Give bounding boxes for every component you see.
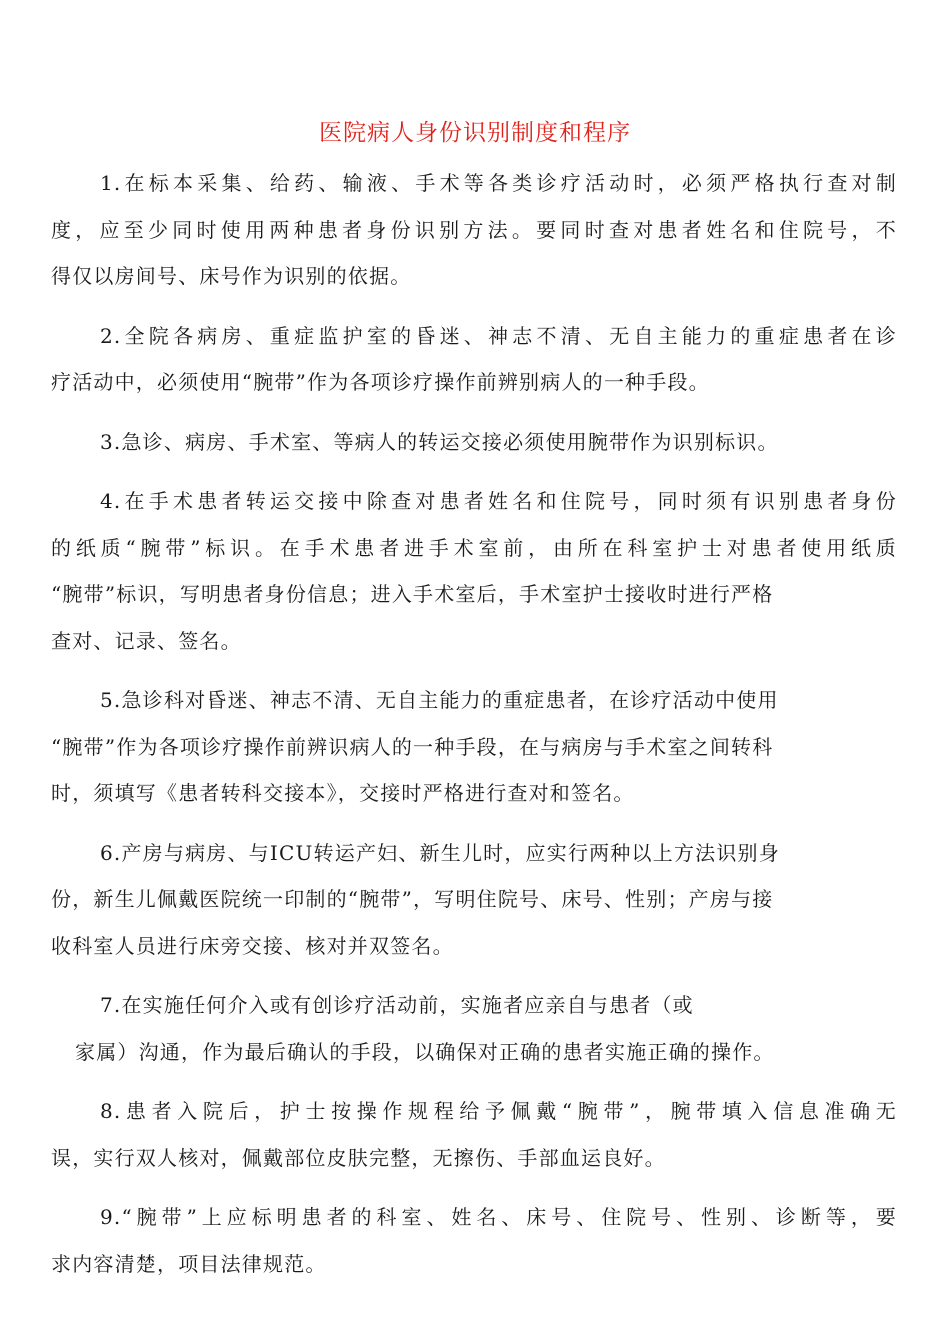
paragraph-6 [51, 830, 897, 970]
paragraph-line: 9.“腕带”上应标明患者的科室、姓名、床号、住院号、性别、诊断等，要 [100, 1205, 897, 1229]
paragraph-1 [51, 160, 897, 300]
paragraph-line: 5.急诊科对昏迷、神志不清、无自主能力的重症患者，在诊疗活动中使用 [100, 688, 779, 712]
paragraph-line: 度，应至少同时使用两种患者身份识别方法。要同时查对患者姓名和住院号，不 [51, 217, 897, 242]
paragraph-line: 误，实行双人核对，佩戴部位皮肤完整，无擦伤、手部血运良好。 [51, 1145, 666, 1170]
paragraph-line: 4.在手术患者转运交接中除查对患者姓名和住院号，同时须有识别患者身份 [100, 489, 897, 513]
paragraph-line: “腕带”作为各项诊疗操作前辨识病人的一种手段，在与病房与手术室之间转科 [51, 734, 774, 759]
paragraph-2 [51, 313, 897, 406]
paragraph-3 [51, 419, 897, 466]
paragraph-line: 时，须填写《患者转科交接本》，交接时严格进行查对和签名。 [51, 781, 635, 805]
paragraph-4 [51, 478, 897, 664]
paragraph-line: 求内容清楚，项目法律规范。 [51, 1251, 327, 1276]
paragraph-line: 2.全院各病房、重症监护室的昏迷、神志不清、无自主能力的重症患者在诊 [100, 323, 897, 348]
paragraph-line: 的纸质“腕带”标识。在手术患者进手术室前，由所在科室护士对患者使用纸质 [51, 535, 897, 560]
paragraph-line: 1.在标本采集、给药、输液、手术等各类诊疗活动时，必须严格执行查对制 [100, 171, 897, 195]
paragraph-5 [51, 677, 897, 817]
document-body [51, 160, 897, 1300]
paragraph-8 [51, 1088, 897, 1181]
paragraph-line: 份，新生儿佩戴医院统一印制的“腕带”，写明住院号、床号、性别；产房与接 [51, 887, 774, 911]
paragraph-line: 得仅以房间号、床号作为识别的依据。 [51, 264, 412, 288]
paragraph-9 [51, 1194, 897, 1287]
paragraph-line: 8.患者入院后，护士按操作规程给予佩戴“腕带”，腕带填入信息准确无 [100, 1099, 897, 1123]
paragraph-line: 3.急诊、病房、手术室、等病人的转运交接必须使用腕带作为识别标识。 [100, 429, 779, 454]
paragraph-line: 7.在实施任何介入或有创诊疗活动前，实施者应亲自与患者（或 [100, 993, 694, 1017]
paragraph-7 [51, 982, 897, 1075]
document-title: 医院病人身份识别制度和程序 [319, 120, 631, 146]
paragraph-line: 查对、记录、签名。 [51, 628, 242, 653]
paragraph-line: 收科室人员进行床旁交接、核对并双签名。 [51, 933, 454, 958]
paragraph-line: 家属）沟通，作为最后确认的手段，以确保对正确的患者实施正确的操作。 [75, 1039, 775, 1064]
paragraph-line: 疗活动中，必须使用“腕带”作为各项诊疗操作前辨别病人的一种手段。 [51, 370, 710, 394]
paragraph-line: 6.产房与病房、与ICU转运产妇、新生儿时，应实行两种以上方法识别身 [100, 840, 780, 865]
paragraph-line: “腕带”标识，写明患者身份信息；进入手术室后，手术室护士接收时进行严格 [51, 582, 774, 606]
